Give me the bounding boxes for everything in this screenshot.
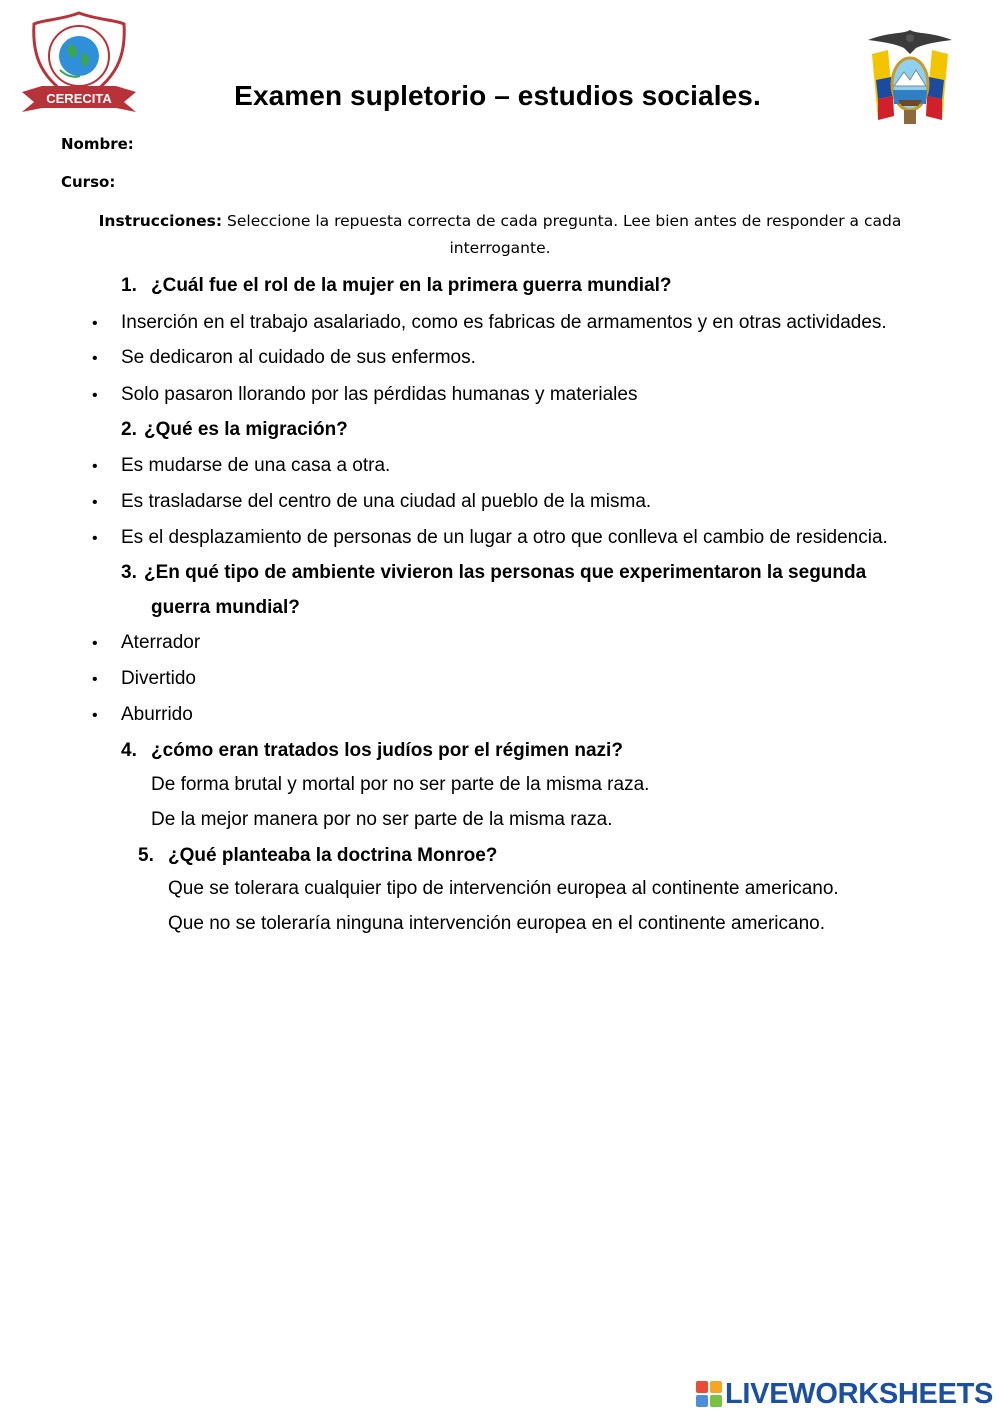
name-label: Nombre: (61, 135, 134, 153)
question-text: ¿Cuál fue el rol de la mujer en la primera guerra mundial? (151, 275, 672, 296)
option-text: Inserción en el trabajo asalariado, como es fabricas de armamentos y en otras actividades. (121, 312, 887, 333)
bullet-icon: • (92, 635, 98, 652)
question-text: ¿Qué planteaba la doctrina Monroe? (168, 845, 498, 866)
option-2-b[interactable] (92, 491, 651, 513)
bullet-icon: • (92, 494, 98, 511)
bullet-icon: • (92, 350, 98, 367)
question-number: 1. (121, 275, 137, 296)
option-text: Es mudarse de una casa a otra. (121, 455, 391, 476)
question-text: ¿cómo eran tratados los judíos por el régimen nazi? (151, 740, 623, 761)
liveworksheets-icon (696, 1381, 722, 1407)
option-text: Aburrido (121, 704, 193, 725)
bullet-icon: • (92, 671, 98, 688)
instructions-text: Seleccione la repuesta correcta de cada pregunta. Lee bien antes de responder a cada (227, 212, 902, 230)
bullet-icon: • (92, 530, 98, 547)
question-number: 2. (121, 419, 137, 440)
question-text: ¿En qué tipo de ambiente vivieron las personas que experimentaron la segunda (144, 562, 867, 583)
option-text: Es trasladarse del centro de una ciudad al pueblo de la misma. (121, 491, 652, 512)
option-1-a[interactable] (92, 312, 887, 334)
option-text: Aterrador (121, 632, 201, 653)
ecuador-coat-of-arms (858, 24, 962, 128)
course-label: Curso: (61, 173, 116, 191)
school-logo (20, 10, 138, 118)
option-5-b[interactable]: Que no se toleraría ninguna intervención europea en el continente americano. (168, 913, 825, 934)
option-text: Se dedicaron al cuidado de sus enfermos. (121, 347, 476, 368)
question-text: ¿Qué es la migración? (144, 419, 348, 440)
question-1 (121, 275, 672, 297)
option-3-b[interactable] (92, 668, 196, 690)
option-text: Es el desplazamiento de personas de un lugar a otro que conlleva el cambio de residencia. (121, 527, 888, 548)
option-4-b[interactable]: De la mejor manera por no ser parte de la misma raza. (151, 809, 613, 830)
page-title: Examen supletorio – estudios sociales. (234, 80, 761, 111)
bullet-icon: • (92, 707, 98, 724)
school-logo-banner-text: CERECITA (46, 91, 112, 106)
question-3 (121, 562, 866, 584)
bullet-icon: • (92, 315, 98, 332)
bullet-icon: • (92, 387, 98, 404)
liveworksheets-logo (696, 1377, 993, 1411)
option-text: Divertido (121, 668, 196, 689)
instructions-text-line2: interrogante. (449, 239, 551, 257)
question-number: 5. (138, 845, 154, 866)
question-number: 3. (121, 562, 137, 583)
option-2-c[interactable] (92, 527, 888, 549)
option-2-a[interactable] (92, 455, 390, 477)
option-4-a[interactable]: De forma brutal y mortal por no ser parte de la misma raza. (151, 774, 650, 795)
option-text: Solo pasaron llorando por las pérdidas humanas y materiales (121, 384, 638, 405)
question-2 (121, 419, 348, 441)
bullet-icon: • (92, 458, 98, 475)
option-3-c[interactable] (92, 704, 193, 726)
option-5-a[interactable]: Que se tolerara cualquier tipo de intervención europea al continente americano. (168, 878, 839, 899)
option-1-b[interactable] (92, 347, 476, 369)
option-3-a[interactable] (92, 632, 200, 654)
question-number: 4. (121, 740, 137, 761)
question-3-line2: guerra mundial? (151, 597, 300, 618)
instructions-label: Instrucciones: (98, 212, 223, 230)
question-4 (121, 740, 623, 762)
instructions (80, 208, 920, 262)
question-5 (138, 845, 497, 867)
option-1-c[interactable] (92, 384, 637, 406)
liveworksheets-text: LIVEWORKSHEETS (725, 1377, 994, 1410)
